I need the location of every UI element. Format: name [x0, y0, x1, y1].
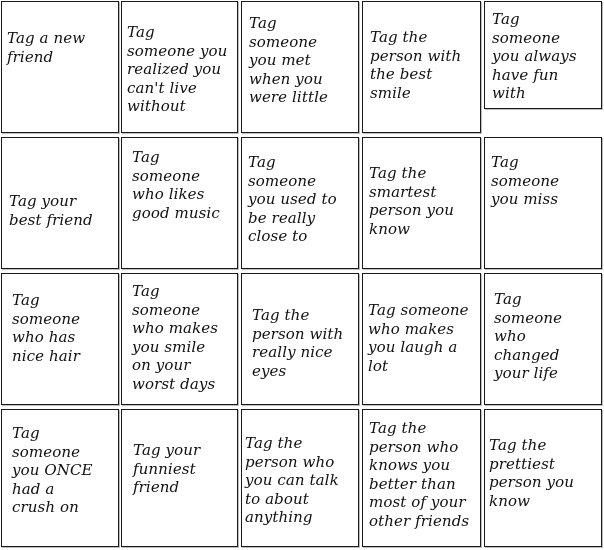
tag-card-text: Tag someone you used to be really close to — [248, 153, 337, 245]
tag-card-text: Tag the smartest person you know — [369, 164, 454, 238]
tag-card-text: Tag someone you ONCE had a crush on — [12, 424, 93, 516]
tag-card-text: Tag someone who has nice hair — [12, 291, 81, 365]
tag-card-text: Tag your funniest friend — [133, 441, 201, 496]
tag-card-text: Tag someone you always have fun with — [492, 10, 577, 102]
tag-card-text: Tag the person who you can talk to about anything — [245, 434, 339, 526]
tag-card-text: Tag someone you met when you were little — [249, 14, 328, 106]
tag-card-text: Tag the prettiest person you know — [489, 436, 574, 510]
tag-card-text: Tag the person with really nice eyes — [252, 306, 344, 380]
tag-card-text: Tag your best friend — [9, 192, 93, 229]
tag-card-text: Tag someone you realized you can't live without — [127, 23, 228, 115]
tag-card-text: Tag someone who likes good music — [132, 148, 220, 222]
tag-card-text: Tag someone who makes you smile on your worst days — [132, 282, 219, 393]
tag-card-text: Tag the person with the best smile — [370, 28, 462, 102]
tag-card-text: Tag a new friend — [7, 29, 86, 66]
tag-card-text: Tag the person who knows you better than most of your other friends — [369, 419, 470, 530]
tag-card-text: Tag someone you miss — [491, 153, 560, 208]
tag-card-text: Tag someone who makes you laugh a lot — [368, 301, 469, 375]
tag-card-text: Tag someone who changed your life — [494, 290, 563, 382]
tag-card — [1, 1, 119, 133]
